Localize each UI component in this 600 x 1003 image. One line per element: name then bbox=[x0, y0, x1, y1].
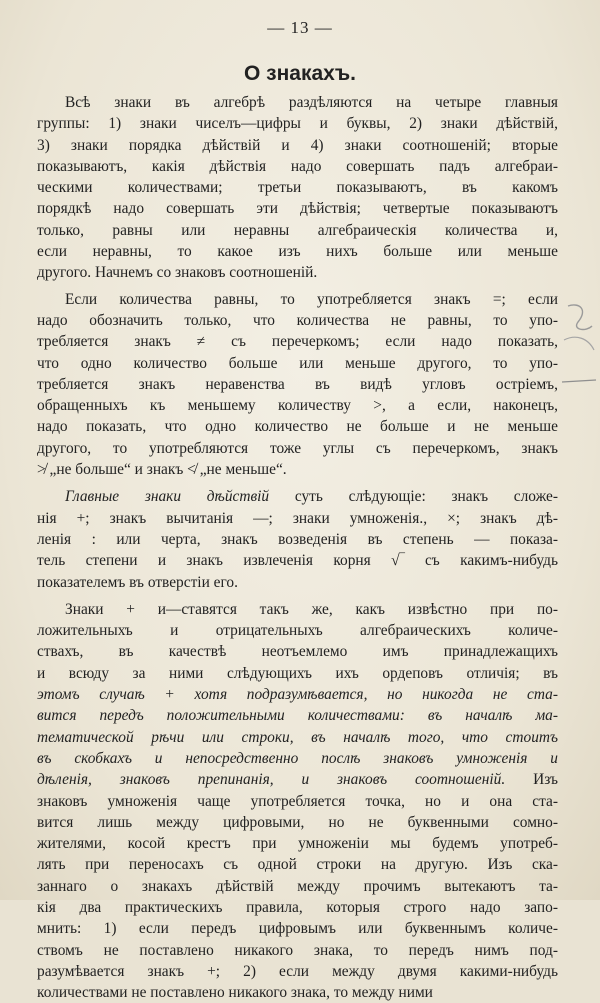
text-line: тель степени и знакъ извлеченія корня √‾ съ какимъ-нибудь bbox=[37, 552, 558, 570]
text-line: Знаки + и—ставятся такъ же, какъ извѣстно при по- bbox=[65, 600, 558, 618]
regular-text: Изъ bbox=[505, 771, 558, 789]
text-line bbox=[37, 486, 558, 507]
text-line: ческими количествами; третьи показываютъ, въ какомъ bbox=[37, 179, 558, 197]
text-line: обращенныхъ къ меньшему количеству >, а если, наконецъ, bbox=[37, 397, 558, 415]
text-line: кія два практическихъ правила, которыя строго надо запо- bbox=[37, 898, 558, 916]
text-line: показываютъ, какія дѣйствія надо совершать падъ алгебраи- bbox=[37, 157, 558, 175]
italic-text: тематической рѣчи или строки, въ началѣ того, что стоитъ bbox=[37, 728, 558, 746]
text-line: количествами не поставлено никакого знака, то между ними bbox=[37, 984, 433, 1002]
text-line: ствахъ, въ качествѣ неотъемлемо имъ принадлежащихъ bbox=[37, 643, 558, 661]
paragraph-2 bbox=[37, 289, 558, 481]
text-line: если неравны, то какое изъ нихъ больше или меньше bbox=[37, 243, 558, 261]
text-line: надо показать, что одно количество не больше и не меньше bbox=[37, 418, 558, 436]
text-line: мнить: 1) если передъ цифровымъ или буквеннымъ количе- bbox=[37, 920, 558, 938]
text-line bbox=[37, 748, 558, 769]
text-line: жителями, косой крестъ при умноженіи мы будемъ употреб- bbox=[37, 835, 558, 853]
text-line: нія +; знакъ вычитанія —; знаки умноженія., ×; знакъ дѣ- bbox=[37, 509, 558, 527]
text-line bbox=[37, 705, 558, 726]
italic-text: этомъ случаѣ + хотя подразумѣвается, но никогда не ста- bbox=[37, 686, 558, 704]
page-number: — 13 — bbox=[267, 18, 333, 37]
text-line: Всѣ знаки въ алгебрѣ раздѣляются на четыре главныя bbox=[65, 94, 558, 111]
text-line: 3) знаки порядка дѣйствій и 4) знаки соотношеній; вторые bbox=[37, 136, 558, 154]
text-line: показателемъ въ отверстіи его. bbox=[37, 573, 238, 591]
text-line: лять при переносахъ съ одной строки на другую. Изъ ска- bbox=[37, 856, 558, 874]
text-line: разумѣвается знакъ +; 2) если между двумя какими-нибудь bbox=[37, 962, 558, 980]
italic-text: въ скобкахъ и непосредственно послѣ знаковъ умноженія и bbox=[37, 749, 558, 767]
italic-text: вится передъ положительными количествами: въ началѣ ма- bbox=[37, 707, 558, 725]
regular-text: суть слѣдующіе: знакъ сложе- bbox=[269, 488, 558, 506]
paragraph-1 bbox=[37, 92, 558, 284]
text-line: надо обозначить только, что количества не равны, то упо- bbox=[37, 311, 558, 329]
text-line: знаковъ умноженія чаще употребляется точка, но и она ста- bbox=[37, 792, 558, 810]
page-body bbox=[37, 92, 558, 1003]
paragraph-4 bbox=[37, 599, 558, 1003]
text-line: и всюду за ними слѣдующихъ ихъ ордеповъ отличія; въ bbox=[37, 664, 558, 682]
text-line bbox=[37, 684, 558, 705]
text-line: Если количества равны, то употребляется знакъ =; если bbox=[65, 290, 558, 308]
text-line: требляется знакъ неравенства въ видѣ угловъ остріемъ, bbox=[37, 375, 558, 393]
text-line bbox=[37, 727, 558, 748]
text-line: вится лишь между цифровыми, но не буквенными сомно- bbox=[37, 813, 558, 831]
italic-text: дѣленія, знаковъ препинанія, и знаковъ соотношеній. bbox=[37, 771, 506, 789]
text-line: порядкѣ надо совершать эти дѣйствія; четвертые показываютъ bbox=[37, 200, 558, 218]
text-line bbox=[37, 769, 558, 790]
text-line: другого, то употребляются тоже углы съ перечеркомъ, знакъ bbox=[37, 439, 558, 457]
text-line: что одно количество больше или меньше другого, то упо- bbox=[37, 354, 558, 372]
paragraph-3 bbox=[37, 486, 558, 592]
margin-pencil-mark bbox=[558, 300, 598, 410]
section-title: О знакахъ. bbox=[244, 62, 356, 85]
text-line: ствомъ не поставлено никакого знака, то передъ нимъ под- bbox=[37, 941, 558, 959]
italic-text: Главные знаки дѣйствій bbox=[65, 488, 270, 506]
text-line: заннаго о знакахъ дѣйствій между прочимъ вытекаютъ та- bbox=[37, 877, 558, 895]
text-line: другого. Начнемъ со знаковъ соотношеній. bbox=[37, 264, 318, 282]
text-line: ложительныхъ и отрицательныхъ алгебраическихъ количе- bbox=[37, 622, 558, 640]
text-line: ленія : или черта, знакъ возведенія въ степень — показа- bbox=[37, 530, 558, 548]
text-line: требляется знакъ ≠ съ перечеркомъ; если надо показать, bbox=[37, 333, 558, 351]
text-line: только, равны или неравны алгебраическія количества и, bbox=[37, 221, 558, 239]
text-line: группы: 1) знаки чиселъ—цифры и буквы, 2) знаки дѣйствій, bbox=[37, 115, 558, 133]
text-line: ≯ „не больше“ и знакъ ≮ „не меньше“. bbox=[37, 461, 287, 479]
